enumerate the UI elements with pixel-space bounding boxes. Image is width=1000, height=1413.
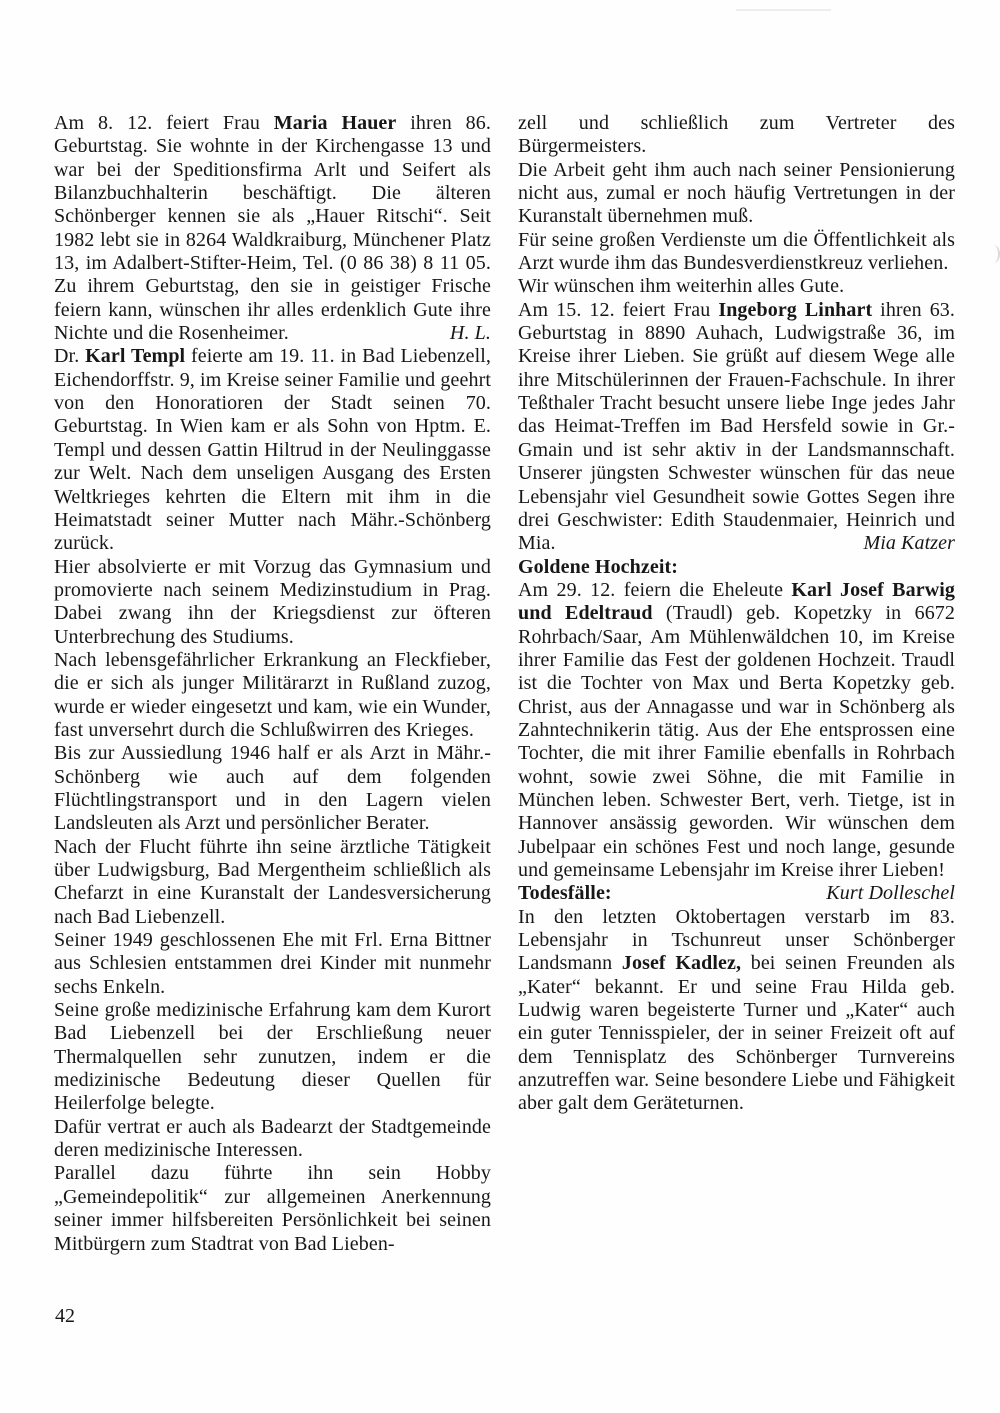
text-run: Für seine großen Verdienste um die Öffentlichkeit als Arzt wurde ihm das Bundesverdienstkreuz verliehen. — [518, 228, 955, 275]
text-run: Hier absolvierte er mit Vorzug das Gymnasium und promovierte nach seinem Medizinstudium in Prag. Dabei zwang ihn der Kriegsdienst zur öfteren Unterbrechung des Studiums. — [54, 555, 491, 648]
text-run: Seiner 1949 geschlossenen Ehe mit Frl. Erna Bittner aus Schlesien entstammen drei Kinder mit nunmehr sechs Enkeln. — [54, 929, 491, 998]
text-run: ihren 63. Geburtstag in 8890 Auhach, Ludwigstraße 36, im Kreise ihrer Lieben. Sie grüßt auf diesem Wege alle ihre Mitschülerinnen der Frauen-Fachschule. In ihrer Teßthaler Tracht besucht unsere liebe Inge jedes Jahr das Heimat-Treffen im Bad Hersfeld sowie in Gr.-Gmain und ist sehr aktiv in der Landsmannschaft. Unserer jüngsten Schwester wünschen für das neue Lebensjahr viel Gesundheit sowie Gottes Segen ihre drei Geschwister: Edith Staudenmaier, Heinrich und Mia. — [518, 298, 955, 555]
person-name: Goldene Hochzeit: — [518, 555, 679, 578]
text-run: Seine große medizinische Erfahrung kam dem Kurort Bad Liebenzell bei der Erschließung neuer Thermalquellen sehr zunutzen, indem er die medizinische Bedeutung dieser Quellen für Heilerfolge belegte. — [54, 999, 491, 1115]
paragraph — [54, 836, 491, 929]
person-name: Karl Josef Barwig und Edeltraud — [518, 578, 955, 625]
person-name: Maria Hauer — [273, 112, 397, 134]
text-run: Am 15. 12. feiert Frau — [518, 298, 719, 321]
author-signature: Mia Katzer — [863, 532, 955, 555]
text-run: bei seinen Freunden als „Kater“ bekannt. Er und seine Frau Hilda geb. Ludwig waren begeisterte Turner und „Kater“ auch ein guter Tennisspieler, der in seiner Freizeit oft auf dem Tennisplatz des Schönberger Turnvereins anzutreffen war. Seine besondere Liebe und Fähigkeit aber galt dem Geräteturnen. — [518, 952, 955, 1115]
paragraph — [54, 1116, 491, 1163]
paragraph — [518, 229, 955, 276]
paragraph — [518, 299, 955, 556]
paragraph — [54, 556, 491, 649]
paragraph — [54, 929, 491, 999]
scan-artifact-mark — [989, 245, 1000, 263]
paragraph — [54, 649, 491, 742]
text-run: ihren 86. Geburtstag. Sie wohnte in der Kirchengasse 13 und war bei der Speditionsfirma Arlt und Seifert als Bilanzbuchhalterin beschäftigt. Die älteren Schönberger kennen sie als „Hauer Ritschi“. Seit 1982 lebt sie in 8264 Waldkraiburg, Münchener Platz 13, im Adalbert-Stifter-Heim, Tel. (0 86 38) 8 11 05. Zu ihrem Geburtstag, den sie in geistiger Frische feiern kann, wünschen ihr alles erdenklich Gute ihre Nichte und die Rosenheimer. — [54, 112, 491, 345]
author-signature: Kurt Dolleschel — [826, 882, 955, 905]
text-run: Wir wünschen ihm weiterhin alles Gute. — [518, 275, 845, 298]
text-run: zell und schließlich zum Vertreter des Bürgermeisters. — [518, 112, 955, 158]
text-run: Nach lebensgefährlicher Erkrankung an Fleckfieber, die er sich als junger Militärarzt in Rußland zuzog, wurde er wieder eingesetzt und kam, wie ein Wunder, fast unversehrt durch die Schlußwirren des Krieges. — [54, 648, 491, 741]
text-run: feierte am 19. 11. in Bad Liebenzell, Eichendorffstr. 9, im Kreise seiner Familie und geehrt von den Honoratioren der Stadt seinen 70. Geburtstag. In Wien kam er als Sohn von Hptm. E. Templ und dessen Gattin Hiltrud in der Neulinggasse zur Welt. Nach dem unseligen Ausgang des Ersten Weltkrieges kehrten die Eltern mit ihm in die Heimatstadt seiner Mutter nach Mähr.-Schönberg zurück. — [54, 345, 491, 555]
text-run: Dafür vertrat er auch als Badearzt der Stadtgemeinde deren medizinische Interessen. — [54, 1115, 491, 1162]
paragraph — [54, 345, 491, 555]
author-signature: H. L. — [449, 322, 491, 345]
text-column-left — [54, 112, 491, 1256]
text-run: Am 8. 12. feiert Frau — [54, 112, 274, 134]
text-run: Die Arbeit geht ihm auch nach seiner Pensionierung nicht aus, zumal er noch häufig Vertretungen in der Kuranstalt übernehmen muß. — [518, 158, 955, 228]
person-name: Ingeborg Linhart — [718, 298, 873, 321]
text-run: In den letzten Oktobertagen verstarb im 83. Lebensjahr in Tschunreut unser Schönberger Landsmann — [518, 905, 955, 975]
paragraph — [54, 112, 491, 345]
person-name: Josef Kadlez, — [621, 952, 742, 975]
scan-artifact-line — [736, 9, 831, 11]
text-run: Dr. — [54, 345, 86, 368]
text-run: Nach der Flucht führte ihn seine ärztliche Tätigkeit über Ludwigsburg, Bad Mergentheim schließlich als Chefarzt in eine Kuranstalt der Landesversicherung nach Bad Liebenzell. — [54, 835, 491, 928]
text-run: (Traudl) geb. Kopetzky in 6672 Rohrbach/Saar, Am Mühlenwäldchen 10, im Kreise ihrer Familie das Fest der goldenen Hochzeit. Traudl ist die Tochter von Max und Berta Kopetzky geb. Christ, aus der Annagasse und war in Schönberg als Zahntechnikerin tätig. Aus der Ehe entsprossen eine Tochter, die mit ihrer Familie ebenfalls in Rohrbach wohnt, sowie zwei Söhne, die mit Familie in München leben. Schwester Bert, verh. Tietge, ist in Hannover ansässig geworden. Wir wünschen dem Jubelpaar ein schönes Fest und noch lange, gesunde und gemeinsame Lebensjahr im Kreise ihrer Lieben! — [518, 602, 955, 881]
section-heading — [518, 556, 955, 579]
paragraph — [54, 999, 491, 1116]
page-number: 42 — [55, 1305, 75, 1327]
person-name: Todesfälle: — [518, 882, 612, 905]
paragraph — [518, 275, 955, 298]
paragraph — [518, 112, 955, 159]
paragraph — [518, 906, 955, 1116]
text-column-right — [518, 112, 955, 1116]
person-name: Karl Templ — [85, 345, 186, 368]
paragraph — [518, 159, 955, 229]
text-run: Parallel dazu führte ihn sein Hobby „Gemeindepolitik“ zur allgemeinen Anerkennung seiner immer hilfsbereiten Persönlichkeit bei seinen Mitbürgern zum Stadtrat von Bad Lieben- — [54, 1162, 491, 1255]
paragraph — [54, 742, 491, 835]
text-run: Am 29. 12. feiern die Eheleute — [518, 578, 792, 601]
text-run: Bis zur Aussiedlung 1946 half er als Arzt in Mähr.-Schönberg wie auch auf dem folgenden Flüchtlingstransport und in den Lagern vielen Landsleuten als Arzt und persönlicher Berater. — [54, 742, 491, 835]
paragraph — [54, 1162, 491, 1255]
